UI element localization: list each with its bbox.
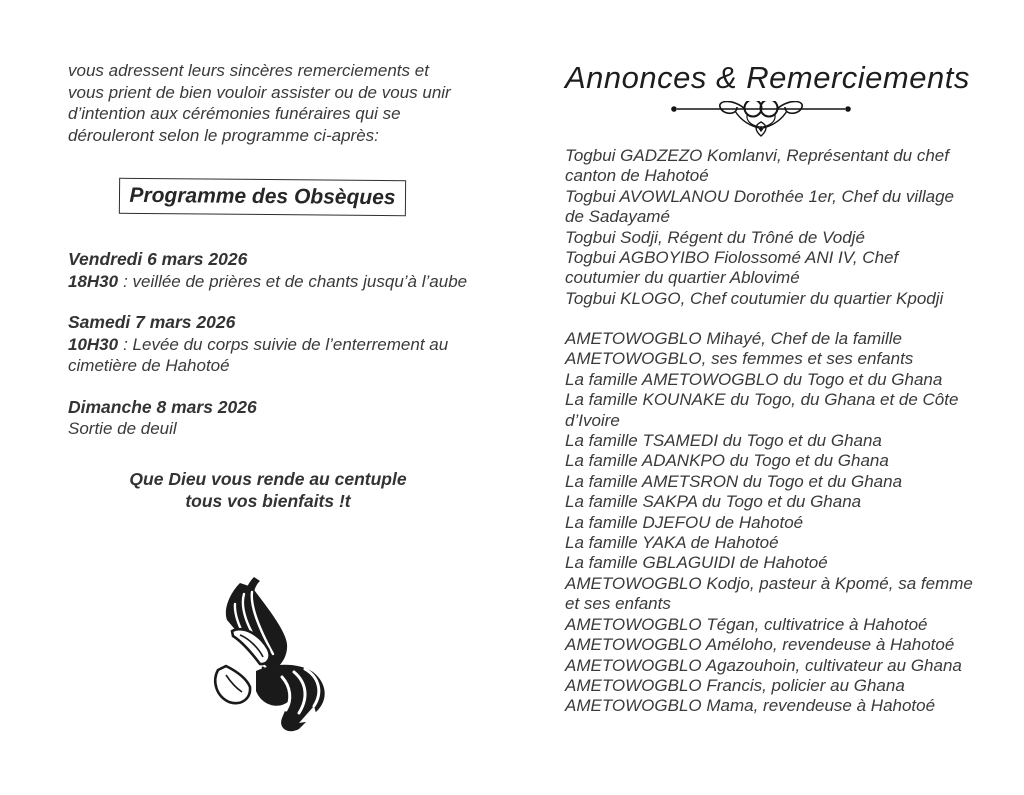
- text-line: AMETOWOGBLO Francis, policier au Ghana: [565, 675, 905, 695]
- text-line: vous adressent leurs sincères remerciements et: [68, 61, 429, 80]
- schedule-text: : Levée du corps suivie de l’enterrement au: [123, 334, 449, 354]
- blessing-line-2: tous vos bienfaits !t: [185, 491, 351, 511]
- schedule-entry-saturday: [68, 312, 498, 377]
- schedule-entry-sunday: [68, 397, 498, 440]
- text-line: La famille ADANKPO du Togo et du Ghana: [565, 451, 889, 471]
- schedule-text: : veillée de prières et de chants jusqu’à l’aube: [123, 271, 468, 291]
- announcements-title: Annonces & Remerciements: [565, 60, 970, 95]
- text-line: AMETOWOGBLO, ses femmes et ses enfants: [565, 349, 914, 369]
- schedule-day: Vendredi 6 mars 2026: [68, 249, 248, 269]
- text-line: Togbui AGBOYIBO Fiolossomé ANI IV, Chef: [565, 248, 899, 268]
- text-line: AMETOWOGBLO Mama, revendeuse à Hahotoé: [565, 696, 936, 716]
- text-line: AMETOWOGBLO Mihayé, Chef de la famille: [565, 329, 902, 348]
- schedule-time: 10H30: [68, 334, 119, 354]
- text-line: La famille TSAMEDI du Togo et du Ghana: [565, 431, 882, 451]
- schedule-day: Dimanche 8 mars 2026: [68, 396, 257, 417]
- intro-paragraph: [68, 60, 488, 146]
- text-line: AMETOWOGBLO Améloho, revendeuse à Hahotoé: [565, 635, 955, 655]
- text-line: coutumier du quartier Ablovimé: [565, 268, 800, 288]
- text-line: Togbui GADZEZO Komlanvi, Représentant du chef: [565, 146, 949, 165]
- text-line: d’intention aux cérémonies funéraires qui se: [68, 104, 401, 123]
- text-line: de Sadayamé: [565, 207, 670, 227]
- text-line: Togbui AVOWLANOU Dorothée 1er, Chef du village: [565, 186, 955, 206]
- text-line: La famille GBLAGUIDI de Hahotoé: [565, 553, 828, 573]
- text-line: La famille AMETSRON du Togo et du Ghana: [565, 471, 903, 491]
- program-title-box: [119, 178, 406, 217]
- text-line: La famille AMETOWOGBLO du Togo et du Ghana: [565, 369, 943, 389]
- praying-hands-illustration: [202, 573, 340, 737]
- text-line: La famille KOUNAKE du Togo, du Ghana et de Côte: [565, 390, 959, 410]
- text-line: et ses enfants: [565, 594, 671, 614]
- text-line: dérouleront selon le programme ci-après:: [68, 125, 379, 145]
- text-line: AMETOWOGBLO Tégan, cultivatrice à Hahotoé: [565, 614, 928, 634]
- text-line: d’Ivoire: [565, 410, 620, 430]
- schedule-detail: [68, 271, 498, 293]
- text-line: AMETOWOGBLO Kodjo, pasteur à Kpomé, sa femme: [565, 573, 973, 593]
- schedule-detail: [68, 334, 498, 356]
- schedule-text: Sortie de deuil: [68, 419, 177, 438]
- program-box-title: Programme des Obsèques: [129, 183, 396, 210]
- blessing-text: [68, 468, 468, 512]
- flourish-divider-ornament: [663, 101, 859, 141]
- text-line: La famille YAKA de Hahotoé: [565, 533, 779, 553]
- schedule-entry-friday: [68, 249, 498, 292]
- schedule-day: Samedi 7 mars 2026: [68, 312, 236, 332]
- funeral-schedule: [68, 249, 498, 460]
- text-line: La famille SAKPA du Togo et du Ghana: [565, 492, 862, 512]
- text-line: La famille DJEFOU de Hahotoé: [565, 512, 804, 532]
- text-line: Togbui Sodji, Régent du Trôné de Vodjé: [565, 227, 865, 247]
- text-line: canton de Hahotoé: [565, 166, 709, 186]
- families-list: [565, 329, 995, 717]
- blessing-line-1: Que Dieu vous rende au centuple: [129, 469, 407, 489]
- text-line: AMETOWOGBLO Agazouhoin, cultivateur au Ghana: [565, 655, 962, 675]
- schedule-detail-continued: cimetière de Hahotoé: [68, 356, 230, 375]
- text-line: vous prient de bien vouloir assister ou de vous unir: [68, 82, 451, 102]
- dignitaries-list: [565, 146, 995, 309]
- schedule-time: 18H30: [68, 271, 119, 291]
- text-line: Togbui KLOGO, Chef coutumier du quartier Kpodji: [565, 288, 944, 308]
